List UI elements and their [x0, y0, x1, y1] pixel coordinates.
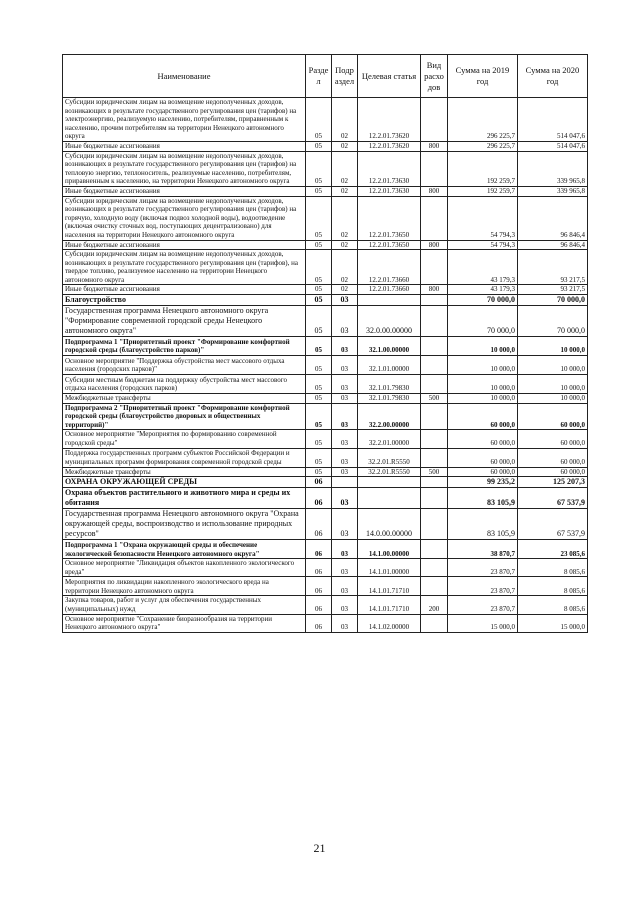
target-article-cell: 14.1.01.00000	[358, 559, 421, 577]
subsection-cell: 03	[332, 430, 358, 448]
expense-type-cell	[421, 403, 448, 430]
name-cell: Подпрограмма 1 "Охрана окружающей среды и обеспечение экологической безопасности Ненецкого автономного округа"	[63, 540, 306, 559]
sum-2020-cell: 93 217,5	[518, 250, 588, 285]
table-header-row	[63, 55, 588, 98]
name-cell: Благоустройство	[63, 295, 306, 306]
section-cell: 05	[306, 356, 332, 375]
target-article-cell: 32.1.01.00000	[358, 356, 421, 375]
subsection-cell: 02	[332, 250, 358, 285]
expense-type-cell: 800	[421, 285, 448, 295]
name-cell: Основное мероприятие "Мероприятия по формированию современной городской среды"	[63, 430, 306, 448]
expense-type-cell	[421, 430, 448, 448]
table-row	[63, 509, 588, 540]
table-row	[63, 596, 588, 614]
sum-2020-cell: 60 000,0	[518, 430, 588, 448]
sum-2020-cell: 339 965,8	[518, 151, 588, 186]
section-cell: 06	[306, 540, 332, 559]
expense-type-cell	[421, 540, 448, 559]
target-article-cell: 32.1.00.00000	[358, 337, 421, 356]
target-article-cell: 32.2.01.R5550	[358, 467, 421, 477]
table-row	[63, 467, 588, 477]
expense-type-cell	[421, 559, 448, 577]
sum-2020-cell: 514 047,6	[518, 141, 588, 151]
target-article-cell: 12.2.01.73630	[358, 151, 421, 186]
sum-2019-cell: 10 000,0	[448, 356, 518, 375]
name-cell: Охрана объектов растительного и животного мира и среды их обитания	[63, 488, 306, 509]
target-article-cell: 14.1.01.71710	[358, 577, 421, 596]
target-article-cell	[358, 477, 421, 488]
table-row	[63, 448, 588, 467]
name-cell: Субсидии юридическим лицам на возмещение недополученных доходов, возникающих в результате государственного регулирования цен (тарифов) на электроэнергию, реализуемую населению, потребителям, приравненным к населению, прочим потребителям на территории Ненецкого автономного округа	[63, 98, 306, 142]
sum-2019-cell: 10 000,0	[448, 375, 518, 394]
name-cell: Поддержка государственных программ субъектов Российской Федерации и муниципальных программ формирования современной городской среды	[63, 448, 306, 467]
sum-2020-cell: 10 000,0	[518, 337, 588, 356]
table-row	[63, 141, 588, 151]
subsection-cell: 03	[332, 403, 358, 430]
sum-2019-cell: 83 105,9	[448, 488, 518, 509]
expense-type-cell	[421, 295, 448, 306]
table-row	[63, 240, 588, 250]
subsection-cell	[332, 477, 358, 488]
section-cell: 06	[306, 596, 332, 614]
sum-2020-cell: 93 217,5	[518, 285, 588, 295]
budget-table	[62, 54, 588, 633]
sum-2020-cell: 23 085,6	[518, 540, 588, 559]
name-cell: Субсидии юридическим лицам на возмещение недополученных доходов, возникающих в результате государственного регулирования цен (тарифов), на твердое топливо, реализуемое населению на территории Ненецкого автономного округа	[63, 250, 306, 285]
sum-2020-cell: 339 965,8	[518, 186, 588, 196]
expense-type-cell	[421, 151, 448, 186]
table-row	[63, 295, 588, 306]
sum-2019-cell: 23 870,7	[448, 577, 518, 596]
target-article-cell: 14.1.02.00000	[358, 614, 421, 632]
sum-2019-cell: 192 259,7	[448, 186, 518, 196]
target-article-cell: 12.2.01.73650	[358, 240, 421, 250]
sum-2019-cell: 10 000,0	[448, 394, 518, 404]
expense-type-cell: 800	[421, 141, 448, 151]
section-cell: 06	[306, 559, 332, 577]
sum-2020-cell: 514 047,6	[518, 98, 588, 142]
target-article-cell: 12.2.01.73650	[358, 196, 421, 240]
target-article-cell: 12.2.01.73660	[358, 250, 421, 285]
sum-2020-cell: 10 000,0	[518, 356, 588, 375]
header-sum-2019: Сумма на 2019 год	[448, 55, 518, 98]
name-cell: Закупка товаров, работ и услуг для обеспечения государственных (муниципальных) нужд	[63, 596, 306, 614]
sum-2019-cell: 43 179,3	[448, 285, 518, 295]
section-cell: 05	[306, 306, 332, 337]
section-cell: 05	[306, 430, 332, 448]
target-article-cell: 12.2.01.73620	[358, 98, 421, 142]
subsection-cell: 03	[332, 488, 358, 509]
sum-2020-cell: 60 000,0	[518, 467, 588, 477]
expense-type-cell	[421, 196, 448, 240]
sum-2019-cell: 23 870,7	[448, 559, 518, 577]
expense-type-cell: 800	[421, 186, 448, 196]
subsection-cell: 03	[332, 375, 358, 394]
name-cell: Межбюджетные трансферты	[63, 394, 306, 404]
section-cell: 05	[306, 250, 332, 285]
expense-type-cell: 500	[421, 467, 448, 477]
sum-2020-cell: 15 000,0	[518, 614, 588, 632]
table-row	[63, 614, 588, 632]
expense-type-cell	[421, 509, 448, 540]
sum-2020-cell: 96 846,4	[518, 240, 588, 250]
table-row	[63, 250, 588, 285]
sum-2019-cell: 15 000,0	[448, 614, 518, 632]
table-row	[63, 488, 588, 509]
table-row	[63, 430, 588, 448]
sum-2019-cell: 60 000,0	[448, 448, 518, 467]
target-article-cell: 14.1.00.00000	[358, 540, 421, 559]
table-row	[63, 337, 588, 356]
target-article-cell: 32.1.01.79830	[358, 394, 421, 404]
subsection-cell: 03	[332, 509, 358, 540]
table-row	[63, 394, 588, 404]
sum-2019-cell: 10 000,0	[448, 337, 518, 356]
subsection-cell: 03	[332, 356, 358, 375]
target-article-cell: 12.2.01.73660	[358, 285, 421, 295]
subsection-cell: 02	[332, 151, 358, 186]
table-row	[63, 151, 588, 186]
section-cell: 05	[306, 98, 332, 142]
section-cell: 05	[306, 375, 332, 394]
sum-2019-cell: 70 000,0	[448, 295, 518, 306]
sum-2019-cell: 60 000,0	[448, 467, 518, 477]
sum-2020-cell: 70 000,0	[518, 295, 588, 306]
header-expense-type: Вид расхо дов	[421, 55, 448, 98]
table-row	[63, 98, 588, 142]
expense-type-cell	[421, 337, 448, 356]
expense-type-cell	[421, 375, 448, 394]
table-row	[63, 285, 588, 295]
expense-type-cell	[421, 614, 448, 632]
subsection-cell: 02	[332, 240, 358, 250]
header-subsection: Подр аздел	[332, 55, 358, 98]
subsection-cell: 03	[332, 448, 358, 467]
table-row	[63, 356, 588, 375]
target-article-cell: 32.0.00.00000	[358, 306, 421, 337]
sum-2019-cell: 296 225,7	[448, 141, 518, 151]
expense-type-cell	[421, 477, 448, 488]
subsection-cell: 02	[332, 196, 358, 240]
sum-2019-cell: 43 179,3	[448, 250, 518, 285]
name-cell: Субсидии юридическим лицам на возмещение недополученных доходов, возникающих в результате государственного регулирования цен (тарифов) на горячую, холодную воду (включая подвоз холодной воды), водоотведение (включая очистку сточных вод, поступающих децентрализовано) для населения на территории Ненецкого автономного округа	[63, 196, 306, 240]
subsection-cell: 03	[332, 577, 358, 596]
table-row	[63, 540, 588, 559]
sum-2019-cell: 296 225,7	[448, 98, 518, 142]
sum-2019-cell: 70 000,0	[448, 306, 518, 337]
sum-2020-cell: 10 000,0	[518, 375, 588, 394]
section-cell: 05	[306, 186, 332, 196]
name-cell: Основное мероприятие "Сохранение биоразнообразия на территории Ненецкого автономного округа"	[63, 614, 306, 632]
name-cell: Государственная программа Ненецкого автономного округа "Формирование современной городской среды Ненецкого автономного округа"	[63, 306, 306, 337]
section-cell: 05	[306, 295, 332, 306]
sum-2020-cell: 96 846,4	[518, 196, 588, 240]
section-cell: 05	[306, 394, 332, 404]
subsection-cell: 03	[332, 394, 358, 404]
subsection-cell: 03	[332, 540, 358, 559]
subsection-cell: 02	[332, 98, 358, 142]
expense-type-cell: 800	[421, 240, 448, 250]
target-article-cell: 14.1.01.71710	[358, 596, 421, 614]
sum-2019-cell: 60 000,0	[448, 403, 518, 430]
sum-2019-cell: 23 870,7	[448, 596, 518, 614]
target-article-cell: 32.2.01.R5550	[358, 448, 421, 467]
name-cell: Субсидии юридическим лицам на возмещение недополученных доходов, возникающих в результате государственного регулирования цен (тарифов) на тепловую энергию, теплоноситель, реализуемые населению, потребителям, приравненным к населению, на территории Ненецкого автономного округа	[63, 151, 306, 186]
sum-2019-cell: 54 794,3	[448, 196, 518, 240]
name-cell: Иные бюджетные ассигнования	[63, 285, 306, 295]
name-cell: Межбюджетные трансферты	[63, 467, 306, 477]
table-row	[63, 577, 588, 596]
section-cell: 05	[306, 151, 332, 186]
sum-2020-cell: 125 207,3	[518, 477, 588, 488]
name-cell: Государственная программа Ненецкого автономного округа "Охрана окружающей среды, воспроизводство и использование природных ресурсов"	[63, 509, 306, 540]
section-cell: 05	[306, 337, 332, 356]
target-article-cell: 32.2.01.00000	[358, 430, 421, 448]
header-sum-2020: Сумма на 2020 год	[518, 55, 588, 98]
name-cell: Подпрограмма 1 "Приоритетный проект "Формирование комфортной городской среды (благоустройство парков)"	[63, 337, 306, 356]
section-cell: 05	[306, 240, 332, 250]
subsection-cell: 03	[332, 337, 358, 356]
sum-2019-cell: 38 870,7	[448, 540, 518, 559]
table-row	[63, 306, 588, 337]
expense-type-cell	[421, 250, 448, 285]
section-cell: 05	[306, 448, 332, 467]
subsection-cell: 02	[332, 285, 358, 295]
sum-2020-cell: 8 085,6	[518, 559, 588, 577]
subsection-cell: 03	[332, 614, 358, 632]
sum-2020-cell: 67 537,9	[518, 488, 588, 509]
target-article-cell: 12.2.01.73630	[358, 186, 421, 196]
table-row	[63, 477, 588, 488]
sum-2020-cell: 60 000,0	[518, 403, 588, 430]
table-body	[63, 98, 588, 633]
table-row	[63, 186, 588, 196]
target-article-cell	[358, 488, 421, 509]
target-article-cell: 12.2.01.73620	[358, 141, 421, 151]
subsection-cell: 03	[332, 306, 358, 337]
subsection-cell: 03	[332, 467, 358, 477]
header-name: Наименование	[63, 55, 306, 98]
sum-2020-cell: 60 000,0	[518, 448, 588, 467]
name-cell: Основное мероприятие "Ликвидация объектов накопленного экологического вреда"	[63, 559, 306, 577]
sum-2019-cell: 60 000,0	[448, 430, 518, 448]
table-row	[63, 196, 588, 240]
subsection-cell: 03	[332, 596, 358, 614]
name-cell: Основное мероприятие "Поддержка обустройства мест массового отдыха населения (городских парков)"	[63, 356, 306, 375]
name-cell: Иные бюджетные ассигнования	[63, 141, 306, 151]
target-article-cell: 14.0.00.00000	[358, 509, 421, 540]
name-cell: Подпрограмма 2 "Приоритетный проект "Формирование комфортной городской среды (благоустройство дворовых и общественных территорий)"	[63, 403, 306, 430]
section-cell: 06	[306, 488, 332, 509]
subsection-cell: 03	[332, 295, 358, 306]
section-cell: 06	[306, 477, 332, 488]
table-row	[63, 559, 588, 577]
sum-2020-cell: 10 000,0	[518, 394, 588, 404]
expense-type-cell	[421, 98, 448, 142]
section-cell: 05	[306, 467, 332, 477]
sum-2020-cell: 70 000,0	[518, 306, 588, 337]
sum-2019-cell: 192 259,7	[448, 151, 518, 186]
sum-2019-cell: 99 235,2	[448, 477, 518, 488]
sum-2020-cell: 67 537,9	[518, 509, 588, 540]
section-cell: 05	[306, 196, 332, 240]
name-cell: Субсидии местным бюджетам на поддержку обустройства мест массового отдыха населения (городских парков)	[63, 375, 306, 394]
expense-type-cell	[421, 356, 448, 375]
table-row	[63, 403, 588, 430]
expense-type-cell	[421, 488, 448, 509]
target-article-cell: 32.2.00.00000	[358, 403, 421, 430]
expense-type-cell	[421, 577, 448, 596]
subsection-cell: 03	[332, 559, 358, 577]
subsection-cell: 02	[332, 186, 358, 196]
header-section: Разде л	[306, 55, 332, 98]
name-cell: ОХРАНА ОКРУЖАЮЩЕЙ СРЕДЫ	[63, 477, 306, 488]
section-cell: 06	[306, 577, 332, 596]
subsection-cell: 02	[332, 141, 358, 151]
section-cell: 05	[306, 403, 332, 430]
page-number: 21	[313, 841, 326, 855]
name-cell: Иные бюджетные ассигнования	[63, 186, 306, 196]
header-target-article: Целевая статья	[358, 55, 421, 98]
section-cell: 05	[306, 141, 332, 151]
expense-type-cell: 500	[421, 394, 448, 404]
sum-2019-cell: 54 794,3	[448, 240, 518, 250]
target-article-cell	[358, 295, 421, 306]
expense-type-cell: 200	[421, 596, 448, 614]
section-cell: 06	[306, 509, 332, 540]
name-cell: Мероприятия по ликвидации накопленного экологического вреда на территории Ненецкого автономного округа	[63, 577, 306, 596]
sum-2019-cell: 83 105,9	[448, 509, 518, 540]
section-cell: 05	[306, 285, 332, 295]
expense-type-cell	[421, 448, 448, 467]
name-cell: Иные бюджетные ассигнования	[63, 240, 306, 250]
sum-2020-cell: 8 085,6	[518, 596, 588, 614]
table-row	[63, 375, 588, 394]
target-article-cell: 32.1.01.79830	[358, 375, 421, 394]
expense-type-cell	[421, 306, 448, 337]
section-cell: 06	[306, 614, 332, 632]
sum-2020-cell: 8 085,6	[518, 577, 588, 596]
